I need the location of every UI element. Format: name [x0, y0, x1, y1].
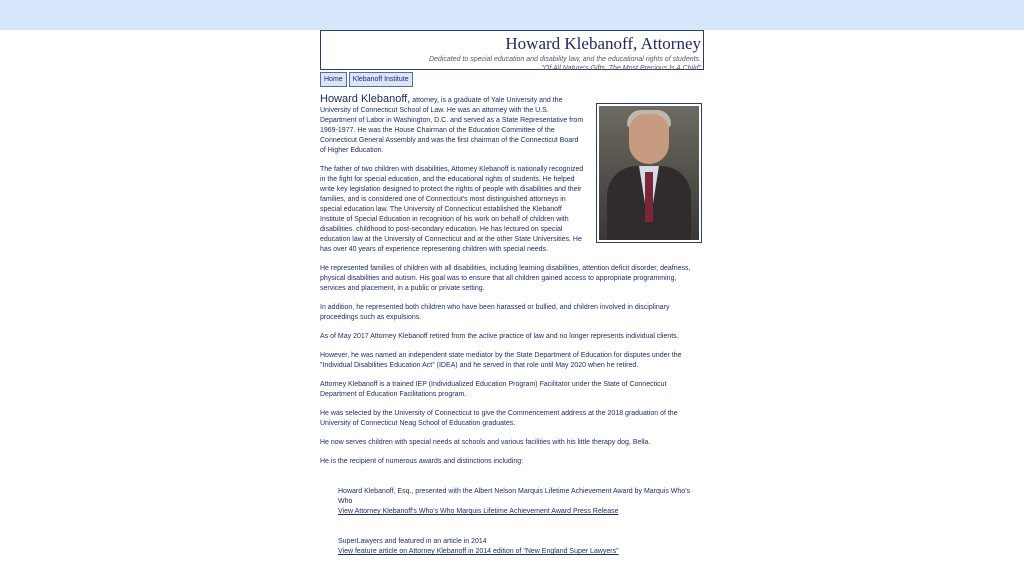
paragraph-6: He was selected by the University of Connecticut to give the Commencement address at the 2018 graduation of the University of Connecticut Neag School of Education graduates. [320, 410, 678, 427]
site-tagline: Dedicated to special education and disability law, and the educational rights of students. [428, 56, 701, 63]
nav-institute-button[interactable]: Klebanoff Institute [349, 72, 413, 87]
top-band [0, 0, 1024, 30]
paragraph-7: He now serves children with special needs at schools and various facilities with his little therapy dog, Bella. [320, 439, 651, 446]
award-item [338, 487, 704, 517]
page-container [320, 30, 704, 557]
award-text: Howard Klebanoff, Esq., presented with the Albert Nelson Marquis Lifetime Achievement Award by Marquis Who's Who [338, 488, 691, 505]
paragraph-2: In addition, he represented both children who have been harassed or bullied, and children involved in disciplinary proceedings such as expulsions. [320, 304, 670, 321]
intro-text: attorney, is a graduate of Yale University and the University of Connecticut School of Law. He was an attorney with the U.S. Department of Labor in Washington, D.C. and served as a State Representative from 1969-1977. He was the House Chairman of the Education Committee of the Connecticut General Assembly and was the first chairman of the Connecticut Board of Higher Education. [320, 97, 584, 154]
nav-home-button[interactable]: Home [320, 72, 347, 87]
award-item [338, 537, 704, 557]
main-content [320, 94, 704, 557]
paragraph-8: He is the recipient of numerous awards and distinctions including: [320, 458, 524, 465]
site-quote: "Of All Nature's Gifts, The Most Precious Is A Child" [541, 65, 701, 72]
paragraph-3: As of May 2017 Attorney Klebanoff retired from the active practice of law and no longer represents individual clients. [320, 333, 679, 340]
nav-bar [320, 72, 704, 87]
paragraph-4: However, he was named an independent state mediator by the State Department of Education for disputes under the "Individual Disabilities Education Act" (IDEA) and he served in that role until May 2020 when he retired. [320, 352, 682, 369]
attorney-photo [596, 103, 702, 243]
award-link[interactable]: View feature article on Attorney Klebanoff in 2014 edition of "New England Super Lawyers" [338, 548, 619, 555]
award-link[interactable]: View Attorney Klebanoff's Who's Who Marquis Lifetime Achievement Award Press Release [338, 508, 619, 515]
award-text: SuperLawyers and featured in an article in 2014 [338, 538, 487, 545]
paragraph-1: He represented families of children with all disabilities, including learning disabilities, attention deficit disorder, deafness, physical disabilities and autism. His goal was to ensure that all children gained access to appropriate programming, services and placement, in a public or private setting. [320, 265, 691, 292]
intro-name: Howard Klebanoff, [320, 93, 411, 105]
awards-list [338, 487, 704, 557]
site-header [320, 30, 704, 70]
intro-paragraph [320, 94, 586, 156]
father-paragraph: The father of two children with disabilities, Attorney Klebanoff is nationally recognized in the fight for special education, and the educational rights of students. He helped write key legislation designed to protect the rights of people with disabilities and their families, and is considered one of Connecticut's most distinguished attorneys in special education law. The University of Connecticut established the Klebanoff Institute of Special Education in recognition of his work on behalf of children with disabilities. childhood to post-secondary education. He has lectured on special education law at the University of Connecticut and at the other State Universities. He has over 40 years of experience representing children with special needs. [320, 166, 584, 253]
site-title: Howard Klebanoff, Attorney [505, 34, 701, 53]
paragraph-5: Attorney Klebanoff is a trained IEP (Individualized Education Program) Facilitator under the State of Connecticut Department of Education Facilitations program. [320, 381, 667, 398]
